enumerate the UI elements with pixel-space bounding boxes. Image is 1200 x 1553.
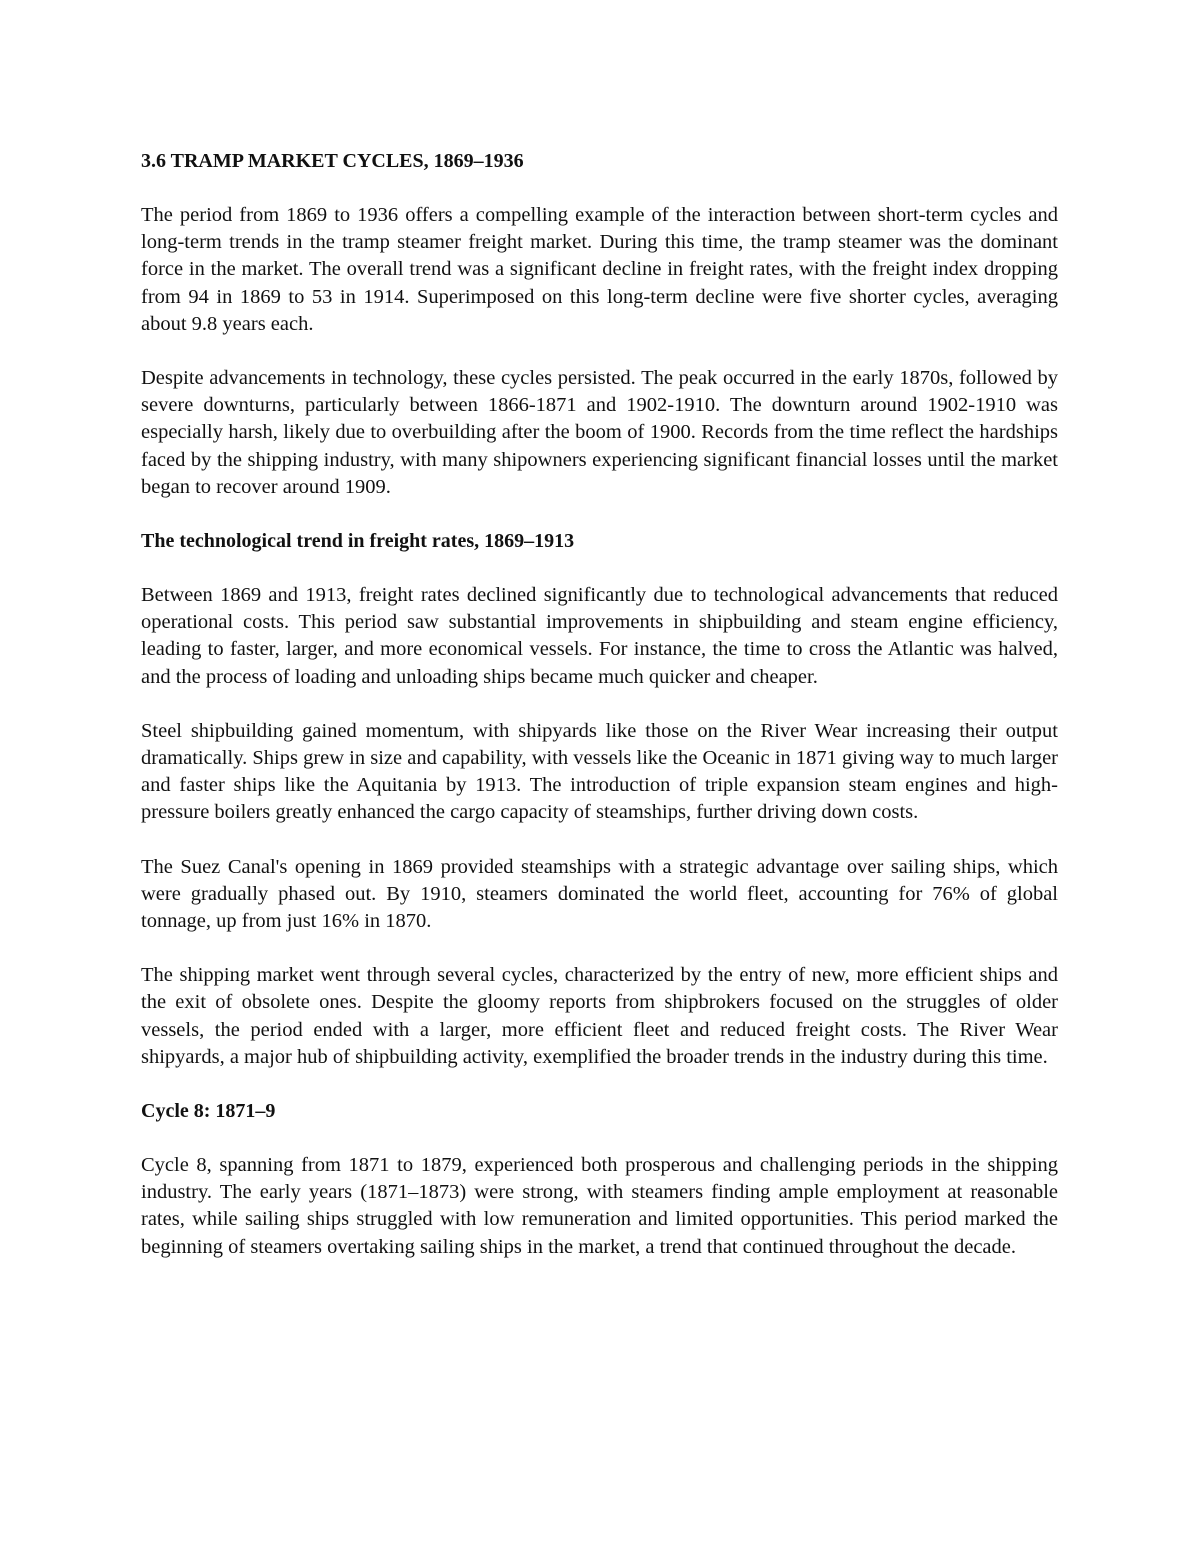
document-title: 3.6 TRAMP MARKET CYCLES, 1869–1936 <box>141 150 524 172</box>
section-heading-cycle-8: Cycle 8: 1871–9 <box>141 1100 276 1123</box>
tech-paragraph-3: The Suez Canal's opening in 1869 provided steamships with a strategic advantage over sailing ships, which were gradually phased out. By 1910, steamers dominated the world fleet, accounting for 76% of global tonnage, up from just 16% in 1870. <box>141 855 1058 933</box>
tech-paragraph-1: Between 1869 and 1913, freight rates declined significantly due to technological advancements that reduced operational costs. This period saw substantial improvements in shipbuilding and steam engine efficiency, leading to faster, larger, and more economical vessels. For instance, the time to cross the Atlantic was halved, and the process of loading and unloading ships became much quicker and cheaper. <box>141 584 1058 688</box>
tech-paragraph-2: Steel shipbuilding gained momentum, with shipyards like those on the River Wear increasing their output dramatically. Ships grew in size and capability, with vessels like the Oceanic in 1871 giving way to much larger and faster ships like the Aquitania by 1913. The introduction of triple expansion steam engines and high-pressure boilers greatly enhanced the cargo capacity of steamships, further driving down costs. <box>141 719 1058 824</box>
intro-paragraph-2: Despite advancements in technology, these cycles persisted. The peak occurred in the early 1870s, followed by severe downturns, particularly between 1866-1871 and 1902-1910. The downturn around 1902-1910 was especially harsh, likely due to overbuilding after the boom of 1900. Records from the time reflect the hardships faced by the shipping industry, with many shipowners experiencing significant financial losses until the market began to recover around 1909. <box>141 367 1058 498</box>
section-heading-technological-trend: The technological trend in freight rates, 1869–1913 <box>141 530 575 553</box>
cycle8-paragraph-1: Cycle 8, spanning from 1871 to 1879, experienced both prosperous and challenging periods in the shipping industry. The early years (1871–1873) were strong, with steamers finding ample employment at reasonable rates, while sailing ships struggled with low remuneration and limited opportunities. This period marked the beginning of steamers overtaking sailing ships in the market, a trend that continued throughout the decade. <box>141 1154 1058 1258</box>
intro-paragraph-1: The period from 1869 to 1936 offers a compelling example of the interaction between short-term cycles and long-term trends in the tramp steamer freight market. During this time, the tramp steamer was the dominant force in the market. The overall trend was a significant decline in freight rates, with the freight index dropping from 94 in 1869 to 53 in 1914. Superimposed on this long-term decline were five shorter cycles, averaging about 9.8 years each. <box>141 204 1058 335</box>
tech-paragraph-4: The shipping market went through several cycles, characterized by the entry of new, more efficient ships and the exit of obsolete ones. Despite the gloomy reports from shipbrokers focused on the struggles of older vessels, the period ended with a larger, more efficient fleet and reduced freight costs. The River Wear shipyards, a major hub of shipbuilding activity, exemplified the broader trends in the industry during this time. <box>141 964 1058 1068</box>
document-page <box>141 148 1058 1261</box>
